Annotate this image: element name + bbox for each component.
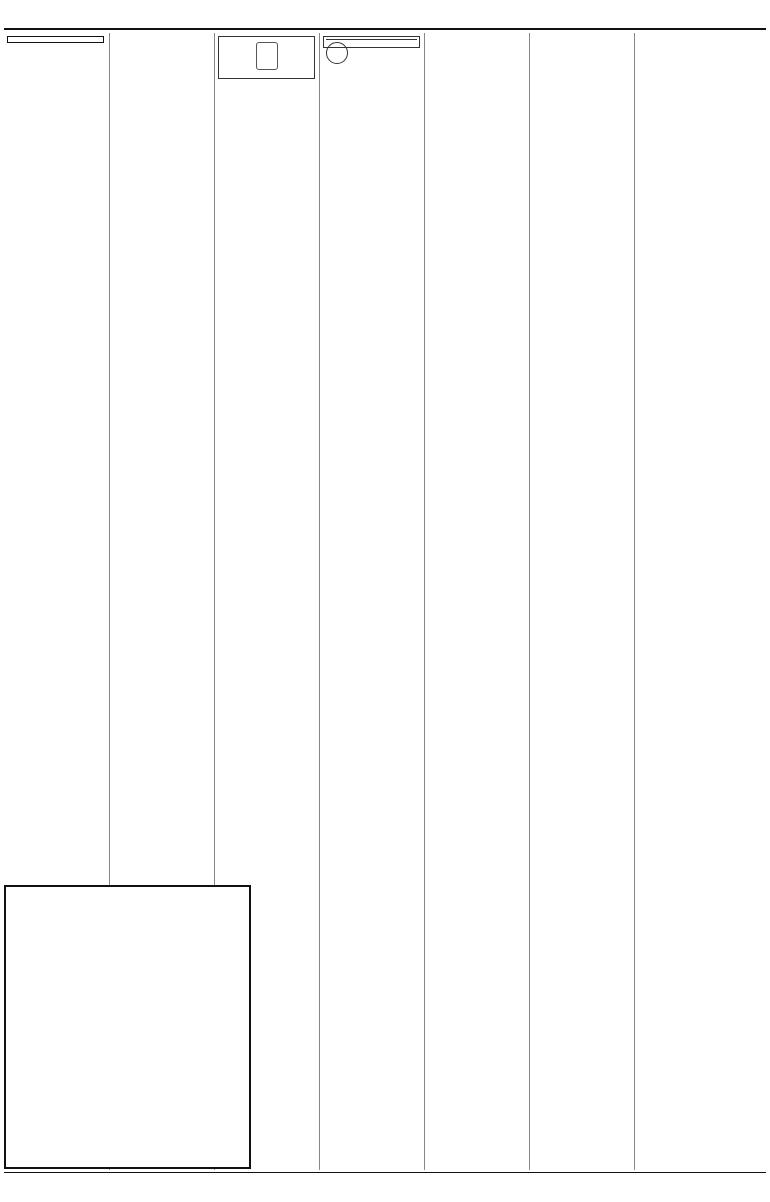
official-notice	[218, 36, 315, 79]
puda-notice-title	[326, 39, 417, 40]
column-7	[634, 33, 767, 1170]
puda-logo-icon	[326, 42, 348, 64]
column-4	[319, 33, 423, 1170]
column-5	[424, 33, 528, 1170]
public-notices-box	[7, 36, 104, 43]
puda-notice	[323, 36, 420, 48]
emblem-icon	[256, 42, 278, 70]
masthead	[0, 0, 770, 30]
public-notice-box	[4, 885, 251, 1169]
column-6	[529, 33, 633, 1170]
header-rule	[4, 28, 766, 30]
footer-rule	[4, 1172, 766, 1173]
